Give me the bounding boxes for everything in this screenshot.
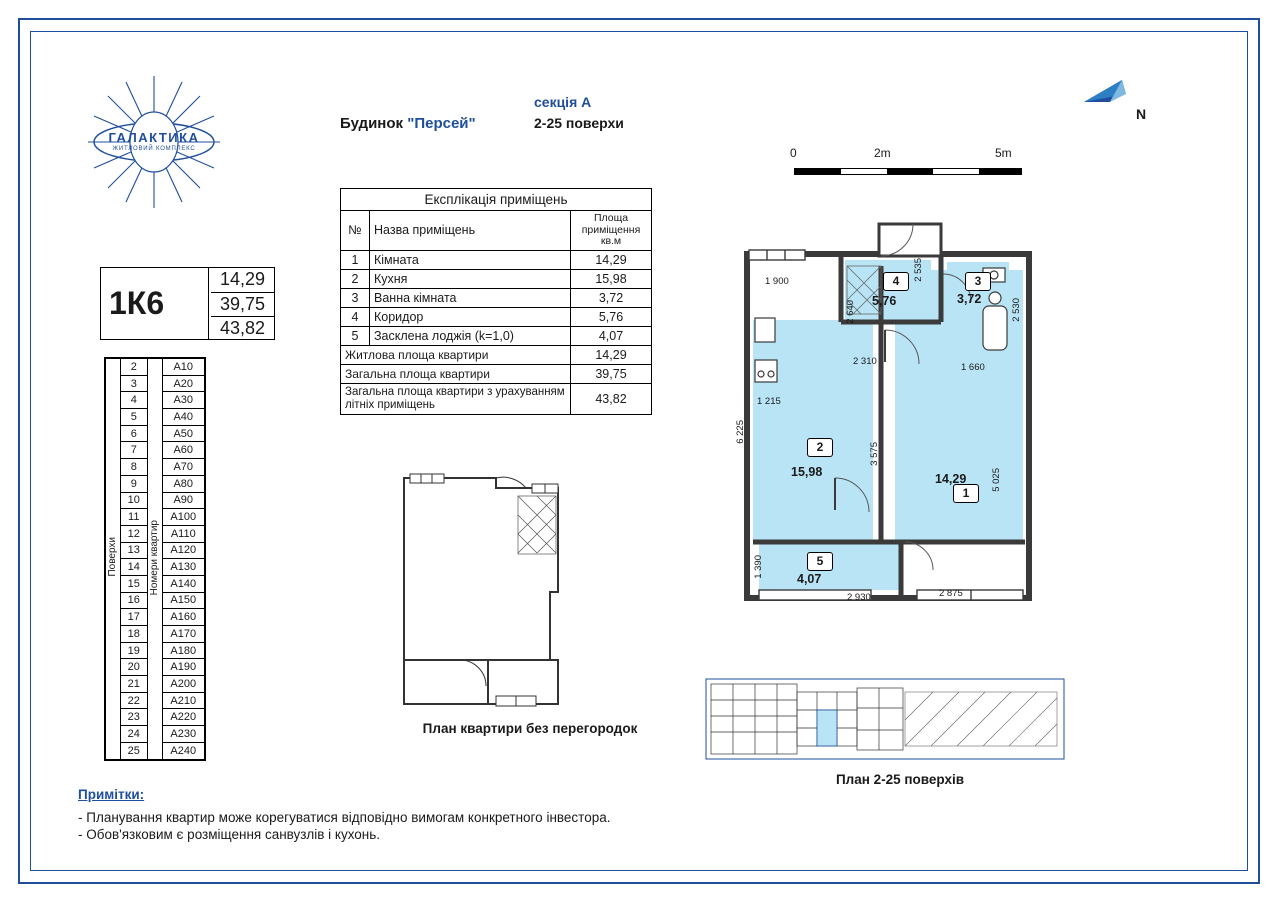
- scale-bar: [790, 146, 1030, 180]
- apartment-number-cell: А100: [162, 509, 204, 526]
- exposition-caption: Експлікація приміщень: [341, 189, 652, 211]
- apartment-number-cell: А140: [162, 575, 204, 592]
- apartment-number-cell: А240: [162, 742, 204, 759]
- apartment-number-cell: А200: [162, 676, 204, 693]
- exposition-table: [340, 188, 652, 415]
- apartment-type-box: [100, 267, 275, 340]
- room-badge-3: 3: [965, 272, 991, 291]
- exposition-summary-value: 14,29: [571, 345, 652, 364]
- apartment-number-cell: А130: [162, 559, 204, 576]
- company-logo: [78, 72, 230, 212]
- floors-range-label: 2-25 поверхи: [534, 115, 624, 131]
- floor-number-cell: 8: [120, 459, 147, 476]
- floor-number-cell: 14: [120, 559, 147, 576]
- room-badge-1: 1: [953, 484, 979, 503]
- dimension-1660: 1 660: [961, 362, 985, 373]
- apartment-number-cell: А10: [162, 359, 204, 376]
- floor-number-cell: 10: [120, 492, 147, 509]
- exposition-row-number: 3: [341, 288, 370, 307]
- exposition-row-area: 5,76: [571, 307, 652, 326]
- apartment-number-cell: А230: [162, 726, 204, 743]
- dimension-2930: 2 930: [847, 592, 871, 603]
- exposition-row-area: 15,98: [571, 269, 652, 288]
- apartment-number-cell: А220: [162, 709, 204, 726]
- room-badge-5: 5: [807, 552, 833, 571]
- exposition-row-name: Кімната: [370, 250, 571, 269]
- type-living-area: 14,29: [219, 269, 266, 289]
- dimension-2640: 2 640: [845, 300, 856, 324]
- scale-tick-5m: 5m: [995, 146, 1012, 160]
- dimension-1390: 1 390: [753, 555, 764, 579]
- floor-number-cell: 7: [120, 442, 147, 459]
- exposition-summary-value: 39,75: [571, 364, 652, 383]
- scale-tick-2m: 2m: [874, 146, 891, 160]
- exposition-row: [341, 326, 652, 345]
- exposition-header-number: №: [341, 211, 370, 251]
- apartments-column-header: [147, 359, 162, 760]
- floor-number-cell: 9: [120, 475, 147, 492]
- dimension-2530: 2 530: [1011, 298, 1022, 322]
- floor-number-cell: 5: [120, 409, 147, 426]
- scale-tick-0: 0: [790, 146, 797, 160]
- apartment-floor-plan: [735, 210, 1045, 635]
- apartments-column-header-text: Номери квартир: [149, 519, 161, 595]
- apartment-number-cell: А60: [162, 442, 204, 459]
- floor-number-cell: 23: [120, 709, 147, 726]
- logo-title: ГАЛАКТИКА: [108, 130, 200, 145]
- exposition-row-number: 1: [341, 250, 370, 269]
- apartment-number-cell: А110: [162, 525, 204, 542]
- house-name: "Персей": [407, 115, 476, 132]
- floor-number-cell: 4: [120, 392, 147, 409]
- floor-number-cell: 20: [120, 659, 147, 676]
- dimension-5025: 5 025: [991, 468, 1002, 492]
- floor-number-cell: 24: [120, 726, 147, 743]
- dimension-6225: 6 225: [735, 420, 746, 444]
- room-area-4: 5,76: [872, 294, 897, 308]
- floor-key-plan-caption: План 2-25 поверхів: [835, 772, 965, 787]
- exposition-summary-row: [341, 345, 652, 364]
- notes-title: Примітки:: [78, 787, 145, 802]
- apartment-number-cell: А20: [162, 375, 204, 392]
- apartment-number-cell: А150: [162, 592, 204, 609]
- apartment-number-cell: А70: [162, 459, 204, 476]
- plan-without-partitions-caption: План квартири без перегородок: [422, 721, 638, 736]
- house-label: Будинок: [340, 115, 404, 132]
- floor-number-cell: 25: [120, 742, 147, 759]
- type-total-with-loggia: 43,82: [211, 316, 274, 341]
- compass-rose: [1080, 78, 1160, 128]
- floor-number-cell: 3: [120, 375, 147, 392]
- exposition-summary-label: Загальна площа квартири з урахуванням літніх приміщень: [341, 383, 571, 414]
- floor-key-plan: [705, 678, 1065, 760]
- floors-column-header-text: Поверхи: [107, 537, 119, 578]
- floors-table-row: [106, 359, 205, 376]
- exposition-row: [341, 250, 652, 269]
- floor-number-cell: 19: [120, 642, 147, 659]
- apartment-number-cell: А50: [162, 425, 204, 442]
- floor-number-cell: 17: [120, 609, 147, 626]
- room-area-5: 4,07: [797, 572, 822, 586]
- notes-line-2: - Обов'язковим є розміщення санвузлів і кухонь.: [78, 827, 381, 842]
- exposition-row-name: Кухня: [370, 269, 571, 288]
- room-area-3: 3,72: [957, 292, 982, 306]
- room-badge-2: 2: [807, 438, 833, 457]
- exposition-header-name: Назва приміщень: [370, 211, 571, 251]
- type-total-area: 39,75: [211, 292, 274, 317]
- exposition-row-name: Коридор: [370, 307, 571, 326]
- scale-bar-track: [794, 168, 1022, 175]
- exposition-header-area: Площа приміщення кв.м: [571, 211, 652, 251]
- exposition-summary-value: 43,82: [571, 383, 652, 414]
- exposition-row-number: 4: [341, 307, 370, 326]
- floor-number-cell: 15: [120, 575, 147, 592]
- compass-north-label: N: [1136, 106, 1147, 122]
- dimension-1900: 1 900: [765, 276, 789, 287]
- dimension-1215: 1 215: [757, 396, 781, 407]
- dimension-2875: 2 875: [939, 588, 963, 599]
- section-label: секція А: [534, 94, 592, 110]
- exposition-row-area: 3,72: [571, 288, 652, 307]
- floor-number-cell: 12: [120, 525, 147, 542]
- apartment-number-cell: А210: [162, 692, 204, 709]
- floor-number-cell: 11: [120, 509, 147, 526]
- room-area-1: 14,29: [935, 472, 967, 486]
- logo-subtitle: ЖИТЛОВИЙ КОМПЛЕКС: [112, 146, 196, 152]
- apartment-number-cell: А120: [162, 542, 204, 559]
- dimension-2535: 2 535: [913, 258, 924, 282]
- floor-number-cell: 6: [120, 425, 147, 442]
- exposition-row-number: 2: [341, 269, 370, 288]
- apartment-number-cell: А180: [162, 642, 204, 659]
- exposition-row-name: Ванна кімната: [370, 288, 571, 307]
- floors-column-header: [106, 359, 121, 760]
- room-area-2: 15,98: [791, 465, 823, 479]
- apartment-number-cell: А170: [162, 626, 204, 643]
- exposition-row-number: 5: [341, 326, 370, 345]
- floor-number-cell: 16: [120, 592, 147, 609]
- apartment-number-cell: А40: [162, 409, 204, 426]
- exposition-summary-label: Загальна площа квартири: [341, 364, 571, 383]
- floor-number-cell: 18: [120, 626, 147, 643]
- apartment-type-code: 1К6: [109, 285, 165, 321]
- dimension-3575: 3 575: [869, 442, 880, 466]
- exposition-row: [341, 269, 652, 288]
- apartment-number-cell: А190: [162, 659, 204, 676]
- floor-number-cell: 21: [120, 676, 147, 693]
- room-badge-4: 4: [883, 272, 909, 291]
- plan-without-partitions: [400, 472, 580, 712]
- apartment-number-cell: А90: [162, 492, 204, 509]
- exposition-summary-row: [341, 383, 652, 414]
- floor-number-cell: 22: [120, 692, 147, 709]
- floor-number-cell: 2: [120, 359, 147, 376]
- house-title: [340, 115, 476, 132]
- exposition-row-area: 4,07: [571, 326, 652, 345]
- floor-number-cell: 13: [120, 542, 147, 559]
- exposition-summary-row: [341, 364, 652, 383]
- dimension-2310: 2 310: [853, 356, 877, 367]
- exposition-row-name: Засклена лоджія (k=1,0): [370, 326, 571, 345]
- exposition-summary-label: Житлова площа квартири: [341, 345, 571, 364]
- exposition-row: [341, 288, 652, 307]
- floors-apartments-table: [104, 357, 206, 761]
- notes-line-1: - Планування квартир може корегуватися відповідно вимогам конкретного інвестора.: [78, 810, 611, 825]
- apartment-number-cell: А30: [162, 392, 204, 409]
- apartment-number-cell: А160: [162, 609, 204, 626]
- exposition-row-area: 14,29: [571, 250, 652, 269]
- exposition-row: [341, 307, 652, 326]
- apartment-number-cell: А80: [162, 475, 204, 492]
